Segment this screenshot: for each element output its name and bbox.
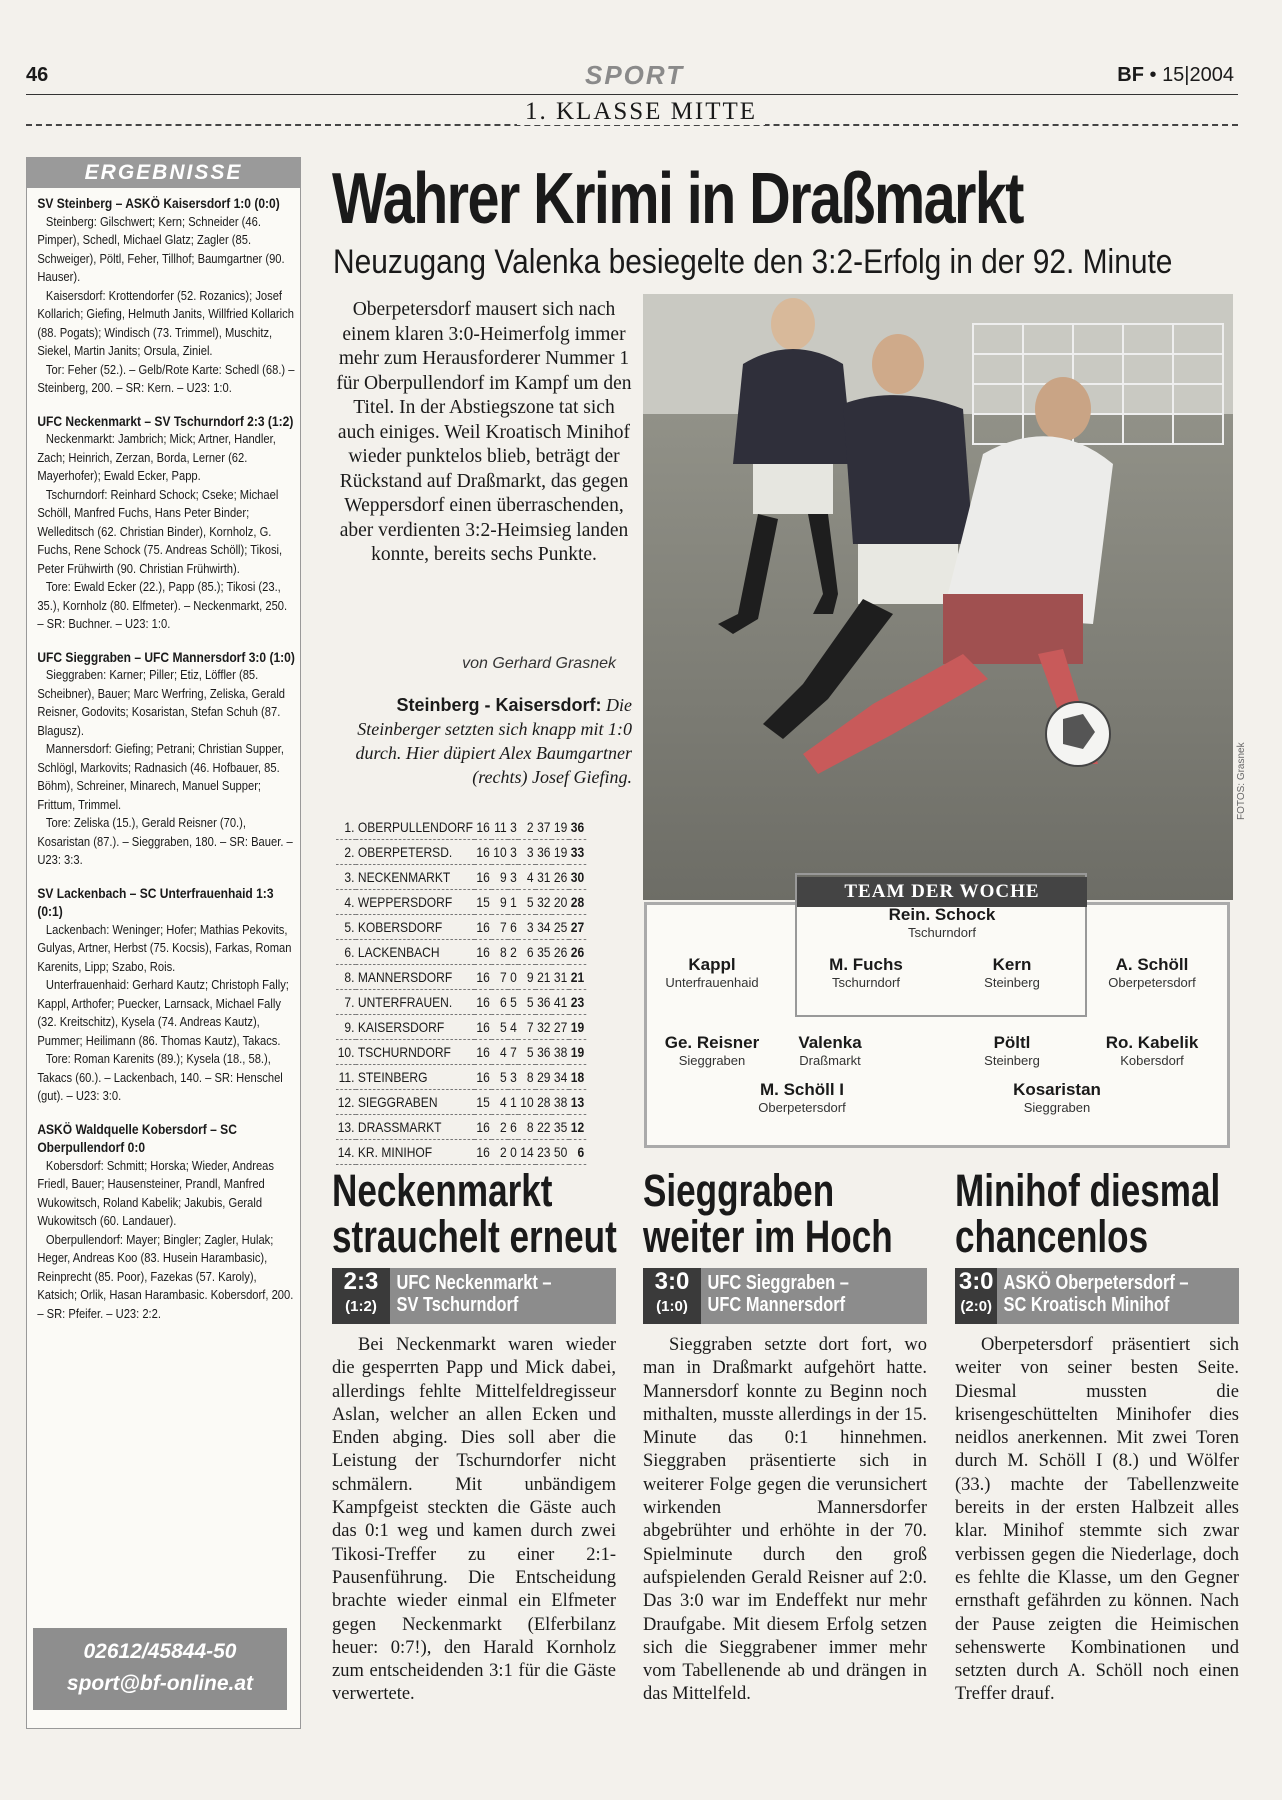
standings-cell: 10.: [336, 1040, 356, 1065]
standings-cell: 7: [519, 1015, 536, 1040]
standings-cell: 12.: [336, 1090, 356, 1115]
brand-name: BF: [1117, 64, 1144, 86]
standings-cell: 16: [475, 940, 492, 965]
score-team-home: ASKÖ Oberpetersdorf –: [1003, 1272, 1189, 1294]
standings-cell: 1.: [336, 815, 356, 840]
standings-cell: 5: [519, 1040, 536, 1065]
result-game-line: Tore: Ewald Ecker (22.), Papp (85.); Tikosi (23., 35.), Kornholz (80. Elfmeter). – Neckenmarkt, 250. – SR: Buchner. – U23: 1:0.: [37, 579, 288, 631]
story-headline: [955, 1165, 1221, 1262]
standings-cell: 8.: [336, 965, 356, 990]
team-player-club: Unterfrauenhaid: [665, 975, 759, 990]
standings-cell: 3: [508, 815, 518, 840]
standings-cell: 13.: [336, 1115, 356, 1140]
standings-cell: 23: [535, 1140, 552, 1165]
article-subheadline: Neuzugang Valenka besiegelte den 3:2-Erfolg in der 92. Minute: [333, 243, 1173, 281]
standings-cell: 5: [519, 890, 536, 915]
team-player: [1077, 1033, 1227, 1068]
team-player-club: Steinberg: [984, 975, 1040, 990]
standings-cell: 27: [552, 1015, 569, 1040]
standings-cell: 26: [552, 940, 569, 965]
story-headline: [332, 1165, 617, 1262]
standings-cell: 3: [508, 865, 518, 890]
standings-cell: 16: [475, 1040, 492, 1065]
standings-row: [336, 965, 586, 990]
standings-row: [336, 865, 586, 890]
standings-cell: 32: [535, 1015, 552, 1040]
standings-cell: 1: [508, 1090, 518, 1115]
result-game: [27, 878, 304, 1114]
standings-points: 13: [569, 1090, 586, 1115]
standings-cell: 4: [492, 1040, 509, 1065]
standings-cell: 2: [519, 815, 536, 840]
standings-team: MANNERSDORF: [356, 965, 475, 990]
result-game-line: Oberpullendorf: Mayer; Bingler; Zagler, Hulak; Heger, Andreas Koo (83. Husein Harambasic), Reinprecht (85. Poor), Fazekas (57. Karoly), Katsich; Orlik, Hasan Harambasic. Kobersdorf, 200. – SR: Pfeifer. – U23: 2:2.: [37, 1231, 294, 1321]
standings-points: 28: [569, 890, 586, 915]
article-author: von Gerhard Grasnek: [462, 655, 616, 672]
team-player-name: Kern: [992, 955, 1032, 974]
standings-cell: 16: [475, 1115, 492, 1140]
result-game-line: Mannersdorf: Giefing; Petrani; Christian Supper, Schlögl, Markovits; Radnasich (46. Hofbauer, 85. Böhm), Schreiner, Minarech, Manuel Supper; Frittum, Trimmel.: [37, 741, 284, 812]
standings-cell: 35: [535, 940, 552, 965]
team-player-name: A. Schöll: [1115, 955, 1189, 974]
standings-cell: 3: [508, 1065, 518, 1090]
story-scorebar: [332, 1268, 616, 1324]
story-text: Oberpetersdorf präsentiert sich weiter von seiner besten Seite. Diesmal mussten die krisengeschüttelten Minihofer dies neidlos anerkennen. Mit zwei Toren durch M. Schöll I (8.) und Wölfer (33.) machte der Tabellenzweite bereits in der ersten Halbzeit alles klar. Minihof stemmte sich zwar verbissen gegen die Niederlage, doch es fehlte die Klasse, um den Gegner ernsthaft gefährden zu können. Nach der Pause zeigten die Heimischen sehenswerte Kombinationen und setzten durch A. Schöll noch einen Treffer drauf.: [955, 1335, 1239, 1705]
standings-team: LACKENBACH: [356, 940, 475, 965]
standings-cell: 34: [535, 915, 552, 940]
standings-cell: 8: [519, 1115, 536, 1140]
standings-cell: 3: [519, 840, 536, 865]
score-halftime: (1:0): [656, 1298, 688, 1315]
team-player: [937, 1033, 1087, 1068]
standings-cell: 36: [535, 840, 552, 865]
standings-row: [336, 940, 586, 965]
result-game-line: Kobersdorf: Schmitt; Horska; Wieder, Andreas Friedl, Bauer; Hausensteiner, Prandl, Manfred Wukowitsch, Roland Kabelik; Jakubis, Gerald Wukowitsch (60. Landauer).: [37, 1157, 274, 1228]
standings-cell: 36: [535, 990, 552, 1015]
standings-cell: 25: [552, 915, 569, 940]
match-photo: [643, 294, 1233, 900]
standings-cell: 41: [552, 990, 569, 1015]
standings-cell: 5.: [336, 915, 356, 940]
team-player-name: Kappl: [688, 955, 736, 974]
team-player-name: Valenka: [798, 1033, 862, 1052]
standings-points: 27: [569, 915, 586, 940]
standings-team: UNTERFRAUEN.: [356, 990, 475, 1015]
standings-row: [336, 1040, 586, 1065]
story-text: Bei Neckenmarkt waren wieder die gesperrten Papp und Mick dabei, allerdings fehlte Mittelfeldregisseur Aslan, welcher an allen Ecken und Enden abging. Dies soll aber die Leistung der Tschurndorfer nicht schmälern. Mit unbändigem Kampfgeist steckten die Gäste auch das 0:1 weg und kamen durch zwei Tikosi-Treffer zu einer 2:1-Pausenführung. Die Entscheidung brachte wieder einmal ein Elfmeter gegen Neckenmarkt (Elferbilanz heuer: 0:7!), den Harald Kornholz zum entscheidenden 3:1 für die Gäste verwertete.: [332, 1335, 616, 1705]
standings-team: OBERPULLENDORF: [356, 815, 475, 840]
story-column: [955, 1165, 1239, 1707]
standings-cell: 2: [508, 940, 518, 965]
team-player-club: Sieggraben: [678, 1053, 746, 1068]
results-heading: ERGEBNISSE: [27, 158, 300, 188]
standings-row: [336, 990, 586, 1015]
score-team-away: SC Kroatisch Minihof: [1003, 1294, 1170, 1316]
standings-cell: 4: [519, 865, 536, 890]
standings-cell: 3.: [336, 865, 356, 890]
result-game: [27, 1114, 304, 1332]
standings-cell: 16: [475, 815, 492, 840]
team-player-club: Tschurndorf: [832, 975, 900, 990]
caption-bold: Steinberg - Kaisersdorf:: [396, 695, 602, 715]
standings-points: 23: [569, 990, 586, 1015]
standings-cell: 2: [492, 1115, 509, 1140]
standings-cell: 7: [492, 915, 509, 940]
team-player-name: Pöltl: [993, 1033, 1031, 1052]
team-of-week-title: TEAM DER WOCHE: [797, 877, 1087, 907]
standings-row: [336, 1090, 586, 1115]
story-body: [332, 1334, 616, 1707]
standings-team: KOBERSDORF: [356, 915, 475, 940]
result-game-title: ASKÖ Waldquelle Kobersdorf – SC Oberpullendorf 0:0: [37, 1120, 237, 1155]
story-scorebar: [643, 1268, 927, 1324]
standings-cell: 8: [492, 940, 509, 965]
team-player: [867, 905, 1017, 940]
score-team-home: UFC Neckenmarkt –: [396, 1272, 552, 1294]
standings-points: 26: [569, 940, 586, 965]
standings-table: [336, 815, 586, 1165]
standings-points: 30: [569, 865, 586, 890]
standings-cell: 9: [492, 865, 509, 890]
standings-cell: 10: [519, 1090, 536, 1115]
story-headline-line: strauchelt erneut: [332, 1211, 617, 1262]
standings-cell: 38: [552, 1040, 569, 1065]
standings-points: 6: [569, 1140, 586, 1165]
story-column: [643, 1165, 927, 1707]
standings-row: [336, 840, 586, 865]
result-game-line: Steinberg: Gilschwert; Kern; Schneider (46. Pimper), Schedl, Michael Glatz; Zagler (85. Schweiger), Pöltl, Feher, Tillhof; Baumgartner (90. Hauser).: [37, 213, 285, 284]
team-player: [727, 1080, 877, 1115]
standings-cell: 2: [492, 1140, 509, 1165]
standings-cell: 11: [492, 815, 509, 840]
page-number: 46: [26, 64, 49, 86]
standings-team: DRASSMARKT: [356, 1115, 475, 1140]
team-player: [937, 955, 1087, 990]
standings-cell: 5: [519, 990, 536, 1015]
standings-points: 18: [569, 1065, 586, 1090]
score-halftime: (2:0): [960, 1298, 993, 1315]
team-player-name: Rein. Schock: [888, 905, 996, 924]
standings-cell: 15: [475, 890, 492, 915]
standings-cell: 26: [552, 865, 569, 890]
standings-cell: 16: [475, 965, 492, 990]
standings-cell: 15: [475, 1090, 492, 1115]
standings-cell: 9: [492, 890, 509, 915]
standings-cell: 3: [519, 915, 536, 940]
story-body: [955, 1334, 1239, 1707]
standings-cell: 6: [508, 915, 518, 940]
standings-cell: 8: [519, 1065, 536, 1090]
header-rule: [26, 94, 1238, 95]
standings-points: 33: [569, 840, 586, 865]
team-of-week: [644, 881, 1230, 1148]
standings-cell: 5: [492, 1065, 509, 1090]
league-title: [0, 98, 1282, 126]
score-final: 3:0: [958, 1268, 994, 1295]
standings-team: KAISERSDORF: [356, 1015, 475, 1040]
team-player-name: Ro. Kabelik: [1105, 1033, 1199, 1052]
standings-team: SIEGGRABEN: [356, 1090, 475, 1115]
team-player-name: Ge. Reisner: [664, 1033, 760, 1052]
standings-cell: 16: [475, 915, 492, 940]
contact-box: [33, 1628, 287, 1710]
standings-cell: 5: [492, 1015, 509, 1040]
standings-cell: 31: [535, 865, 552, 890]
story-headline-line: Sieggraben: [643, 1165, 835, 1216]
standings-cell: 31: [552, 965, 569, 990]
score-box: [332, 1268, 390, 1324]
article-lead: Oberpetersdorf mausert sich nach einem klaren 3:0-Heimerfolg immer mehr zum Herausforderer Nummer 1 für Oberpullendorf im Kampf um den Titel. In der Abstiegszone tat sich auch einiges. Weil Kroatisch Minihof wieder punktelos blieb, beträgt der Rückstand auf Draßmarkt, das gegen Weppersdorf einen überraschenden, aber verdienten 3:2-Heimsieg landen konnte, bereits sechs Punkte.: [336, 299, 632, 565]
contact-email: sport@bf-online.at: [66, 1672, 254, 1695]
team-player: [1077, 955, 1227, 990]
team-player-name: M. Fuchs: [829, 955, 903, 974]
issue-label: BF • 15|2004: [1117, 64, 1234, 86]
team-player-club: Steinberg: [984, 1053, 1040, 1068]
result-game-title: UFC Sieggraben – UFC Mannersdorf 3:0 (1:0): [37, 648, 295, 665]
standings-cell: 6: [508, 1115, 518, 1140]
standings-cell: 16: [475, 1015, 492, 1040]
result-game-line: Tore: Zeliska (15.), Gerald Reisner (70.), Kosaristan (87.). – Sieggraben, 180. – SR: Bauer. – U23: 3:3.: [37, 815, 293, 867]
team-player-name: M. Schöll I: [759, 1080, 845, 1099]
standings-cell: 16: [475, 1065, 492, 1090]
result-game-line: Unterfrauenhaid: Gerhard Kautz; Christoph Fally; Kappl, Arthofer; Puecker, Larnsack, Michael Fally (32. Kreitschitz), Kysela (74. Andreas Kautz), Pummer; Heilimann (86. Thomas Kautz), Takacs.: [37, 977, 289, 1048]
standings-cell: 16: [475, 840, 492, 865]
photo-caption: [344, 693, 632, 789]
standings-cell: 0: [508, 1140, 518, 1165]
result-game-title: SV Steinberg – ASKÖ Kaisersdorf 1:0 (0:0): [37, 195, 280, 211]
soccer-players-image: [643, 294, 1233, 900]
result-game: [27, 188, 304, 406]
story-headline-line: chancenlos: [955, 1211, 1149, 1262]
standings-cell: 7: [492, 965, 509, 990]
standings-cell: 7: [508, 1040, 518, 1065]
result-game-line: Tschurndorf: Reinhard Schock; Cseke; Michael Schöll, Manfred Fuchs, Hans Peter Binder; Welleditsch (62. Christian Binder), Kornholz, G. Fuchs, Rene Schock (75. Andreas Schöll); Tikosi, Peter Frühwirth (90. Christian Frühwirth).: [37, 486, 283, 576]
standings-cell: 14.: [336, 1140, 356, 1165]
issue-number: 15|2004: [1162, 64, 1234, 86]
result-game-title: SV Lackenbach – SC Unterfrauenhaid 1:3 (0:1): [37, 884, 274, 919]
score-team-home: UFC Sieggraben –: [707, 1272, 849, 1294]
standings-team: STEINBERG: [356, 1065, 475, 1090]
section-title: SPORT: [585, 60, 685, 90]
standings-cell: 22: [535, 1115, 552, 1140]
standings-cell: 1: [508, 890, 518, 915]
team-player-club: Oberpetersdorf: [758, 1100, 846, 1115]
standings-cell: 4: [508, 1015, 518, 1040]
standings-cell: 19: [552, 815, 569, 840]
standings-cell: 9: [519, 965, 536, 990]
story-headline: [643, 1165, 893, 1262]
standings-cell: 2.: [336, 840, 356, 865]
score-final: 2:3: [343, 1268, 379, 1295]
standings-cell: 36: [535, 1040, 552, 1065]
photo-credit: FOTOS: Grasnek: [1236, 742, 1247, 820]
standings-team: NECKENMARKT: [356, 865, 475, 890]
score-teams: [390, 1268, 558, 1324]
standings-cell: 16: [475, 865, 492, 890]
standings-cell: 4.: [336, 890, 356, 915]
story-headline-line: Minihof diesmal: [955, 1165, 1221, 1216]
results-list: [27, 188, 300, 1331]
result-game-line: Tor: Feher (52.). – Gelb/Rote Karte: Schedl (68.) – Steinberg, 200. – SR: Kern. – U23: 1:0.: [37, 361, 295, 395]
standings-row: [336, 1115, 586, 1140]
story-text: Sieggraben setzte dort fort, wo man in Draßmarkt aufgehört hatte. Mannersdorf konnte zu Beginn noch mithalten, musste allerdings in der 15. Minute das 0:1 hinnehmen. Sieggraben präsentierte sich in weiterer Folge gegen die verunsichert wirkenden Mannersdorfer abgebrühter und erhöhte in der 70. Spielminute durch den groß aufspielenden Gerald Reisner auf 2:0. Das 3:0 war im Endeffekt nur mehr Draufgabe. Mit diesem Erfolg setzen sich die Sieggrabener immer mehr vom Tabellenende ab und drängen in das Mittelfeld.: [643, 1335, 927, 1705]
standings-cell: 0: [508, 965, 518, 990]
team-player: [637, 955, 787, 990]
standings-cell: 5: [508, 990, 518, 1015]
score-box: [643, 1268, 701, 1324]
standings-cell: 6.: [336, 940, 356, 965]
team-player: [755, 1033, 905, 1068]
standings-cell: 7.: [336, 990, 356, 1015]
standings-cell: 11.: [336, 1065, 356, 1090]
standings-team: WEPPERSDORF: [356, 890, 475, 915]
score-box: [955, 1268, 997, 1324]
result-game-line: Neckenmarkt: Jambrich; Mick; Artner, Handler, Zach; Heinrich, Zerzan, Borda, Lerner (62. Mayerhofer); Ewald Ecker, Papp.: [37, 431, 276, 483]
result-game-line: Tore: Roman Karenits (89.); Kysela (18., 58.), Takacs (60.). – Lackenbach, 140. – SR: Henschel (gut). – U23: 3:0.: [37, 1051, 283, 1103]
standings-cell: 35: [552, 1115, 569, 1140]
standings-cell: 3: [508, 840, 518, 865]
team-player-club: Tschurndorf: [908, 925, 976, 940]
result-game-line: Lackenbach: Weninger; Hofer; Mathias Pekovits, Gulyas, Artner, Herbst (75. Kocsis), Farkas, Roman Karenits, Lipp; Szabo, Rois.: [37, 921, 292, 974]
result-game-line: Kaisersdorf: Krottendorfer (52. Rozanics); Josef Kollarich; Giefing, Helmuth Janits, Willfried Kollarich (88. Pogats); Windisch (73. Trimmel), Muschitz, Siekel, Martin Janits; Orsula, Ziniel.: [37, 287, 294, 358]
score-team-away: UFC Mannersdorf: [707, 1294, 846, 1316]
story-column: [332, 1165, 617, 1707]
league-title-text: 1. KLASSE MITTE: [517, 98, 765, 125]
team-player-club: Draßmarkt: [799, 1053, 861, 1068]
standings-cell: 28: [535, 1090, 552, 1115]
score-halftime: (1:2): [345, 1298, 377, 1315]
team-player: [791, 955, 941, 990]
standings-cell: 34: [552, 1065, 569, 1090]
standings-team: OBERPETERSD.: [356, 840, 475, 865]
standings-cell: 4: [492, 1090, 509, 1115]
score-teams: [701, 1268, 855, 1324]
standings-cell: 38: [552, 1090, 569, 1115]
standings-cell: 16: [475, 1140, 492, 1165]
team-player-club: Oberpetersdorf: [1108, 975, 1196, 990]
contact-phone: 02612/45844-50: [83, 1640, 237, 1663]
team-player-club: Kobersdorf: [1120, 1053, 1184, 1068]
standings-team: TSCHURNDORF: [356, 1040, 475, 1065]
results-box: [26, 157, 301, 1729]
standings-cell: 29: [535, 1065, 552, 1090]
story-headline-line: Neckenmarkt: [332, 1165, 553, 1216]
standings-cell: 20: [552, 890, 569, 915]
standings-row: [336, 1140, 586, 1165]
standings-points: 21: [569, 965, 586, 990]
team-player: [982, 1080, 1132, 1115]
team-player-name: Kosaristan: [1013, 1080, 1101, 1099]
standings-cell: 21: [535, 965, 552, 990]
article-headline: Wahrer Krimi in Draßmarkt: [332, 159, 1023, 239]
standings-cell: 10: [492, 840, 509, 865]
story-headline-line: weiter im Hoch: [643, 1211, 893, 1262]
standings-points: 12: [569, 1115, 586, 1140]
standings-cell: 32: [535, 890, 552, 915]
result-game: [27, 406, 304, 642]
team-player-club: Sieggraben: [1023, 1100, 1091, 1115]
standings-row: [336, 815, 586, 840]
standings-points: 36: [569, 815, 586, 840]
standings-points: 19: [569, 1040, 586, 1065]
standings-row: [336, 915, 586, 940]
score-final: 3:0: [654, 1268, 690, 1295]
result-game: [27, 642, 304, 878]
result-game-line: Sieggraben: Karner; Piller; Etiz, Löffler (85. Scheibner), Bauer; Marc Werfring, Zeliska, Gerald Reisner, Godovits; Kosaristan, Stefan Schuh (87. Blagusz).: [37, 667, 286, 738]
caption-text: Die Steinberger setzten sich knapp mit 1:0 durch. Hier düpiert Alex Baumgartner (rechts) Josef Giefing.: [355, 695, 632, 787]
standings-cell: 50: [552, 1140, 569, 1165]
standings-cell: 19: [552, 840, 569, 865]
standings-cell: 37: [535, 815, 552, 840]
standings-row: [336, 890, 586, 915]
story-body: [643, 1334, 927, 1707]
standings-points: 19: [569, 1015, 586, 1040]
score-team-away: SV Tschurndorf: [396, 1294, 519, 1316]
score-teams: [997, 1268, 1195, 1324]
standings-row: [336, 1065, 586, 1090]
standings-cell: 14: [519, 1140, 536, 1165]
standings-cell: 6: [519, 940, 536, 965]
standings-row: [336, 1015, 586, 1040]
standings-cell: 9.: [336, 1015, 356, 1040]
standings-cell: 6: [492, 990, 509, 1015]
result-game-title: UFC Neckenmarkt – SV Tschurndorf 2:3 (1:2): [37, 412, 294, 429]
standings-team: KR. MINIHOF: [356, 1140, 475, 1165]
story-scorebar: [955, 1268, 1239, 1324]
standings-cell: 16: [475, 990, 492, 1015]
